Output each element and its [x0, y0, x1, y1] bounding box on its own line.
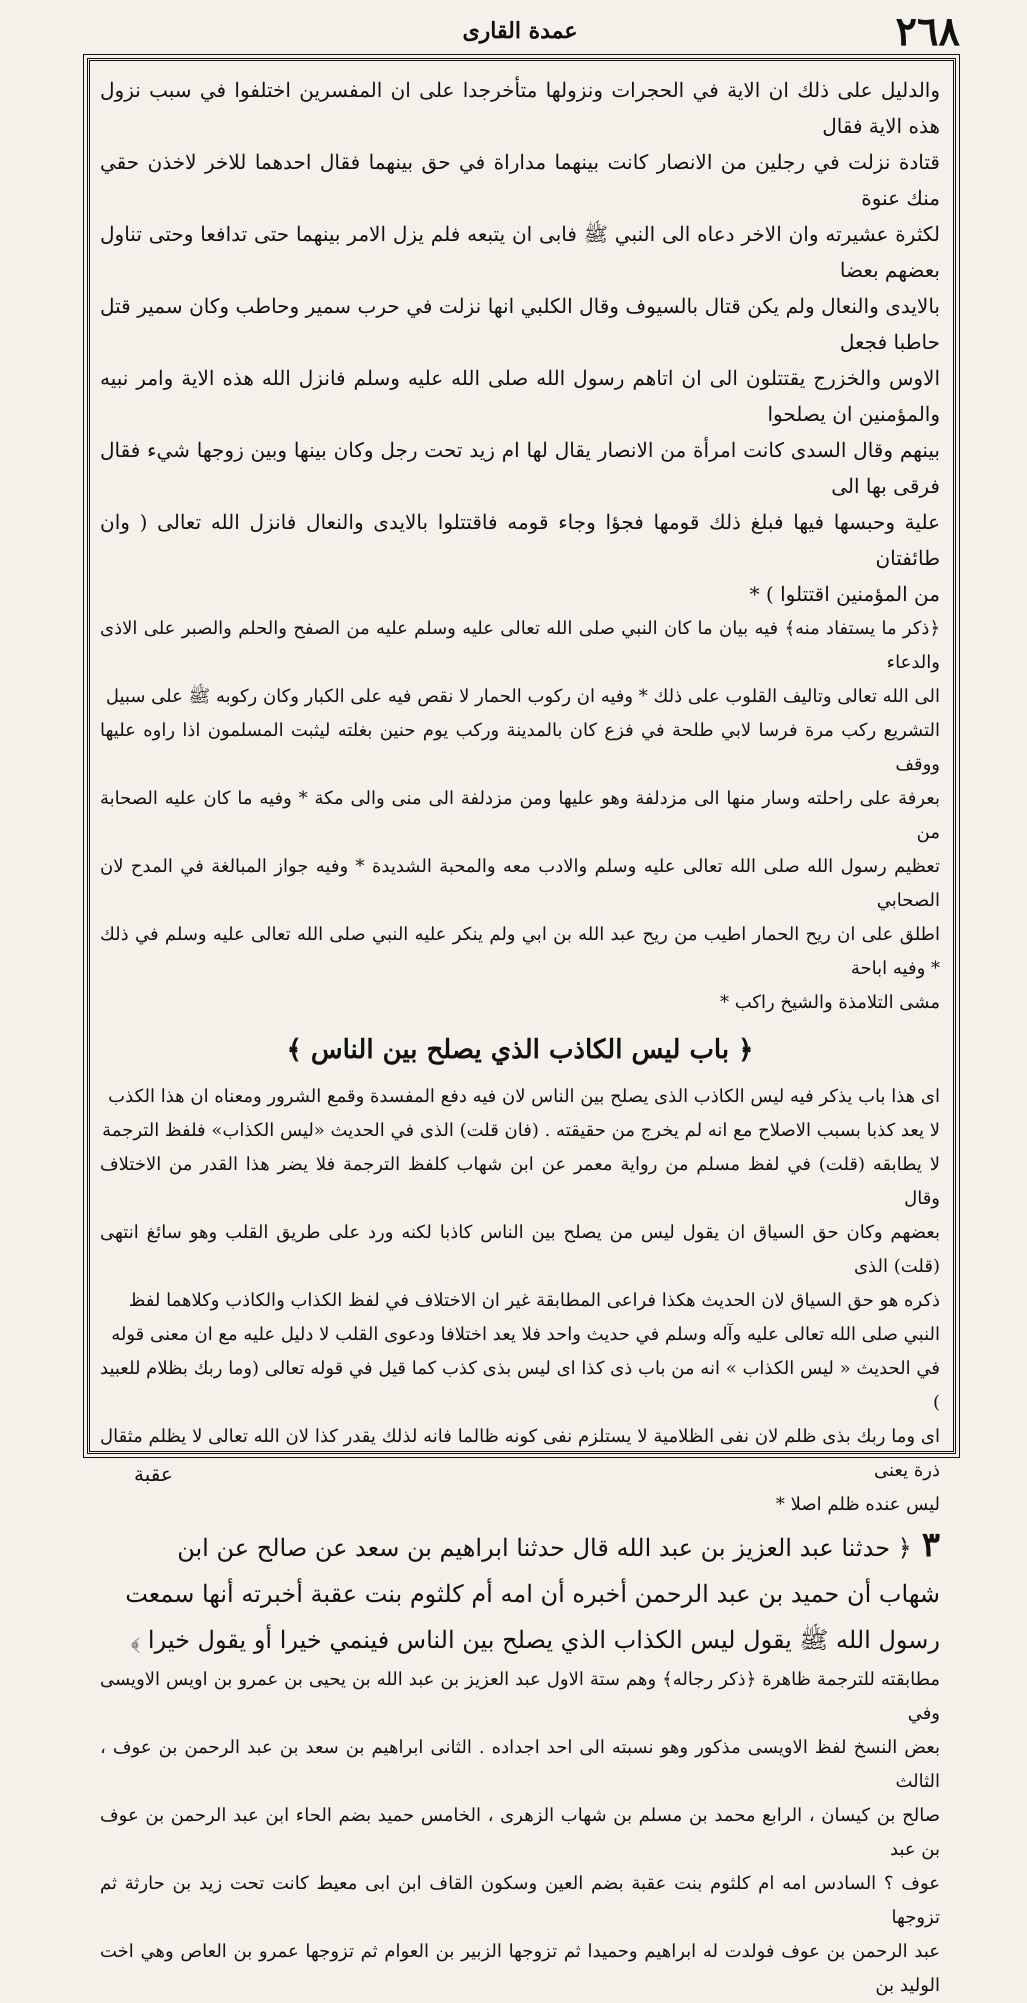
text-line: قتادة نزلت في رجلين من الانصار كانت بينهما مداراة في حق بينهما فقال احدهما للاخر لاخذن حقي منك عنوة [100, 150, 940, 210]
text-line: اطلق على ان ريح الحمار اطيب من ريح عبد الله بن ابي ولم ينكر عليه النبي صلى الله تعالى عليه وسلم في ذلك * وفيه اباحة [100, 924, 940, 979]
text-line: بينهم وقال السدى كانت امرأة من الانصار يقال لها ام زيد تحت رجل وكان بينها وبين زوجها شيء فقال فرقى بها الى [100, 438, 940, 498]
text-line: الى الله تعالى وتاليف القلوب على ذلك * وفيه ان ركوب الحمار لا نقص فيه على الكبار وكان ركوبه ﷺ على سبيل [105, 686, 940, 707]
text-line: عبد الرحمن بن عوف فولدت له ابراهيم وحميدا ثم تزوجها الزبير بن العوام ثم تزوجها عمرو بن العاص وهي اخت الوليد بن [100, 1941, 940, 1996]
text-line: مطابقته للترجمة ظاهرة ﴿ذكر رجاله﴾ وهم ستة الاول عبد العزيز بن عبد الله بن يحيى بن عمرو بن اويس الاويسى وفي [100, 1669, 940, 1724]
catchword: عقبة [134, 1462, 173, 1486]
text-line: بعضهم وكان حق السياق ان يقول ليس من يصلح بين الناس كاذبا لكنه ورد على طريق القلب وهو سائغ انتهى (قلت) الذى [100, 1222, 940, 1277]
text-line: والدليل على ذلك ان الاية في الحجرات ونزولها متأخرجدا على ان المفسرين اختلفوا في سبب نزول هذه الاية فقال [100, 78, 940, 138]
text-line: تعظيم رسول الله صلى الله تعالى عليه وسلم والادب معه والمحبة الشديدة * وفيه جواز المبالغة في المدح لان الصحابي [100, 856, 940, 911]
chapter-heading: ﴿ باب ليس الكاذب الذي يصلح بين الناس ﴾ [286, 1035, 754, 1065]
text-line: لكثرة عشيرته وان الاخر دعاه الى النبي ﷺ فابى ان يتبعه فلم يزل الامر بينهما حتى تدافعا وحتى تناول بعضهم بعضا [100, 222, 940, 282]
text-line: ﴿ذكر ما يستفاد منه﴾ فيه بيان ما كان النبي صلى الله تعالى عليه وسلم عليه من الصفح والحلم والصبر على الاذى والدعاء [100, 618, 940, 673]
text-line: في الحديث « ليس الكذاب » انه من باب ذى كذا اى ليس بذى كذب كما قيل في قوله تعالى (وما ربك بظلام للعبيد ) [100, 1358, 940, 1413]
text-line: لا يعد كذبا بسبب الاصلاح مع انه لم يخرج من حقيقته . (فان قلت) الذى في الحديث «ليس الكذاب» فلفظ الترجمة [102, 1120, 940, 1141]
narrators-paragraph [100, 1663, 940, 2003]
main-text [100, 72, 940, 1996]
hadith-line: ﴿ حدثنا عبد العزيز بن عبد الله قال حدثنا ابراهيم بن سعد عن صالح عن ابن [177, 1534, 912, 1562]
running-title: عمدة القاری [462, 18, 578, 44]
text-line: التشريع ركب مرة فرسا لابي طلحة في فزع كان بالمدينة وركب يوم حنين بغلته ليثبت المسلمون اذا راوه عليها ووقف [100, 720, 940, 775]
text-line: بعرفة على راحلته وسار منها الى مزدلفة وهو عليها ومن مزدلفة الى منى والى مكة * وفيه ما كان عليه الصحابة من [100, 788, 940, 843]
text-line: اى وما ربك بذى ظلم لان نفى الظلامية لا يستلزم نفى كونه ظالما فانه لذلك يقدر كذا لان الله تعالى لا يظلم مثقال ذرة يعنى [100, 1426, 940, 1481]
page-number: ٢٦٨ [895, 8, 960, 55]
text-line: شهاب أن حميد بن عبد الرحمن أخبره أن امه أم كلثوم بنت عقبة أخبرته أنها سمعت [125, 1580, 940, 1608]
text-line: ذكره هو حق السياق لان الحديث هكذا فراعى المطابقة غير ان الاختلاف في لفظ الكذاب والكاذب وكلاهما لفظ [128, 1290, 940, 1311]
text-line: رسول الله ﷺ يقول ليس الكذاب الذي يصلح بين الناس فينمي خيرا أو يقول خيرا ﴾ [130, 1626, 940, 1654]
hadith-number: ٣ [921, 1525, 940, 1565]
hadith-text [100, 1522, 940, 1663]
text-line: علية وحبسها فيها فبلغ ذلك قومها فجؤا وجاء قومه فاقتتلوا بالايدى والنعال فانزل الله تعالى ( وان طائفتان [100, 510, 940, 570]
text-line: بعض النسخ لفظ الاويسى مذكور وهو نسبته الى احد اجداده . الثانى ابراهيم بن سعد بن عبد الرحمن بن عوف ، الثالث [100, 1737, 940, 1792]
text-line: النبي صلى الله تعالى عليه وآله وسلم في حديث واحد فلا يعد اختلافا ودعوى القلب لا دليل عليه مع ان معنى قوله [111, 1324, 940, 1345]
commentary-paragraph-1 [100, 72, 940, 612]
page-header [80, 8, 960, 60]
text-line: لا يطابقه (قلت) في لفظ مسلم من رواية معمر عن ابن شهاب كلفظ الترجمة فلا يضر هذا القدر من الاختلاف وقال [100, 1154, 940, 1209]
text-line: اى هذا باب يذكر فيه ليس الكاذب الذى يصلح بين الناس لان فيه دفع المفسدة وقمع الشرور ومعناه ان هذا الكذب [108, 1086, 940, 1107]
text-line: بالايدى والنعال ولم يكن قتال بالسيوف وقال الكلبي انها نزلت في حرب سمير وحاطب وكان سمير قتل حاطبا فجعل [100, 294, 940, 354]
text-line: ليس عنده ظلم اصلا * [775, 1494, 940, 1515]
text-line: صالح بن كيسان ، الرابع محمد بن مسلم بن شهاب الزهرى ، الخامس حميد بضم الحاء ابن عبد الرحمن بن عوف بن عبد [100, 1805, 940, 1860]
text-line [100, 1522, 940, 1571]
text-line: من المؤمنين اقتتلوا ) * [749, 582, 940, 606]
benefits-paragraph [100, 612, 940, 1020]
text-line: مشى التلامذة والشيخ راكب * [720, 992, 940, 1013]
text-line: الاوس والخزرج يقتتلون الى ان اتاهم رسول الله صلى الله عليه وسلم فانزل الله هذه الاية وامر نبيه والمؤمنين ان يصلحوا [100, 366, 940, 426]
text-line: عوف ؟ السادس امه ام كلثوم بنت عقبة بضم العين وسكون القاف ابن ابى معيط كانت تحت زيد بن حارثة ثم تزوجها [100, 1873, 940, 1928]
chapter-explanation [100, 1080, 940, 1522]
